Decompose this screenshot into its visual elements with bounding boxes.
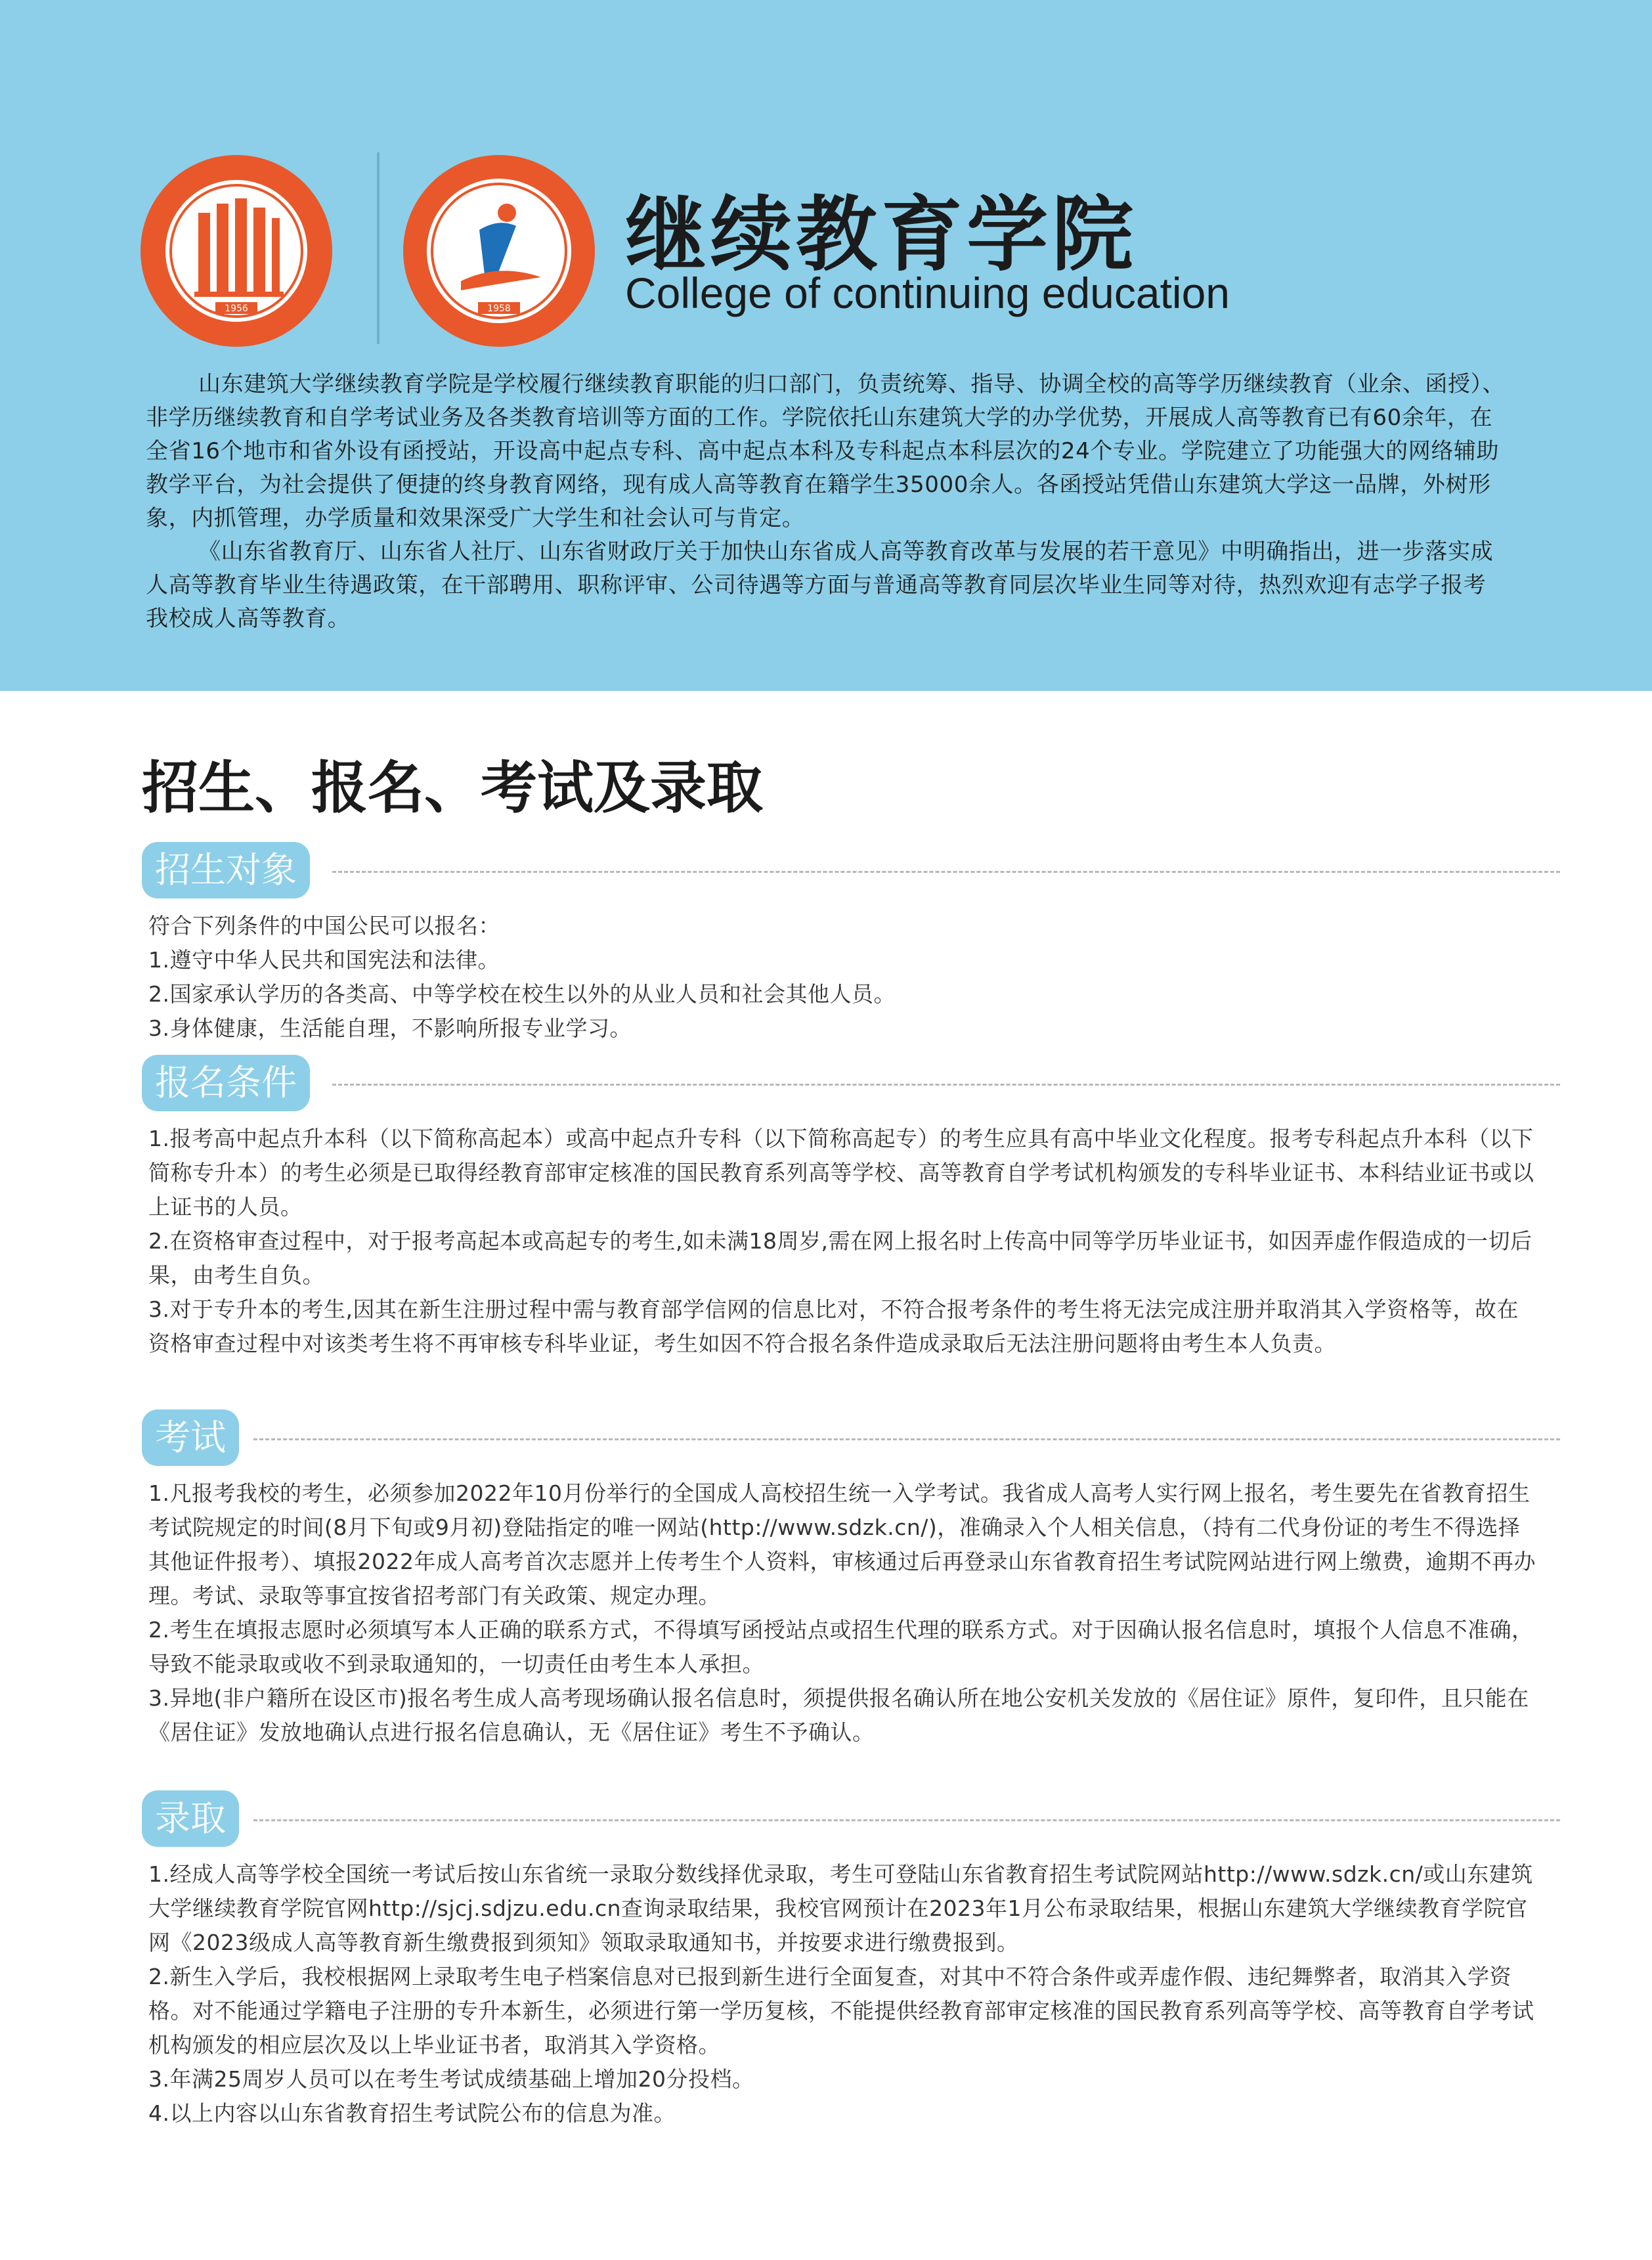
section-body [148,1122,1540,1361]
logo-divider [377,152,380,344]
paragraph: 2.考生在填报志愿时必须填写本人正确的联系方式，不得填写函授站点或招生代理的联系方式。对于因确认报名信息时，填报个人信息不准确，导致不能录取或收不到录取通知的，一切责任由考生本人承担。 [148,1617,1534,1677]
section-exam [142,1409,1560,1750]
section-requirements [142,1055,1560,1361]
svg-text:1956: 1956 [225,303,248,314]
college-title-en: College of continuing education [625,269,1230,317]
section-admission [142,1790,1560,2131]
school-logo [401,152,598,349]
paragraph: 1.经成人高等学校全国统一考试后按山东省统一录取分数线择优录取，考生可登陆山东省教育招生考试院网站http://www.sdzk.cn/或山东建筑大学继续教育学院官网http://sjcj.sdjzu.edu.cn查询录取结果，我校官网预计在2023年1月公布录取结果，根据山东建筑大学继续教育学院官网《2023级成人高等教育新生缴费报到须知》领取录取通知书，并按要求进行缴费报到。 [148,1861,1533,1955]
dashed-divider [332,1084,1560,1086]
paragraph: 2.在资格审查过程中，对于报考高起本或高起专的考生,如未满18周岁,需在网上报名时上传高中同等学历毕业证书，如因弄虚作假造成的一切后果，由考生自负。 [148,1228,1532,1288]
section-header [142,842,1560,901]
paragraph: 1.凡报考我校的考生，必须参加2022年10月份举行的全国成人高校招生统一入学考试。我省成人高考人实行网上报名，考生要先在省教育招生考试院规定的时间(8月下旬或9月初)登陆指定的唯一网站(http://www.sdzk.cn/)，准确录入个人相关信息，（持有二代身份证的考生不得选择其他证件报考）、填报2022年成人高考首次志愿并上传考生个人资料，审核通过后再登录山东省教育招生考试院网站进行网上缴费，逾期不再办理。考试、录取等事宜按省招考部门有关政策、规定办理。 [148,1480,1536,1608]
section-tag: 录取 [142,1790,239,1847]
college-title-cn: 继续教育学院 [625,187,1138,282]
section-header [142,1409,1560,1469]
intro-paragraph: 《山东省教育厅、山东省人社厅、山东省财政厅关于加快山东省成人高等教育改革与发展的若干意见》中明确指出，进一步落实成人高等教育毕业生待遇政策，在干部聘用、职称评审、公司待遇等方面与普通高等教育同层次毕业生同等对待，热烈欢迎有志学子报考我校成人高等教育。 [146,539,1494,632]
dashed-divider [253,1438,1560,1440]
section-tag: 报名条件 [142,1055,310,1111]
section-tag: 考试 [142,1409,239,1466]
university-logo [138,152,335,349]
paragraph: 3.对于专升本的考生,因其在新生注册过程中需与教育部学信网的信息比对，不符合报考条件的考生将无法完成注册并取消其入学资格等，故在资格审查过程中对该类考生将不再审核专科毕业证，考生如因不符合报名条件造成录取后无法注册问题将由考生本人负责。 [148,1296,1519,1356]
section-body [148,1857,1540,2131]
intro-text [146,368,1505,636]
paragraph: 3.异地(非户籍所在设区市)报名考生成人高考现场确认报名信息时，须提供报名确认所在地公安机关发放的《居住证》原件，复印件，且只能在《居住证》发放地确认点进行报名信息确认，无《居住证》考生不予确认。 [148,1685,1529,1745]
page-title: 招生、报名、考试及录取 [142,755,763,821]
paragraph: 1.遵守中华人民共和国宪法和法律。 [148,947,500,973]
paragraph: 2.新生入学后，我校根据网上录取考生电子档案信息对已报到新生进行全面复查，对其中不符合条件或弄虚作假、违纪舞弊者，取消其入学资格。对不能通过学籍电子注册的专升本新生，必须进行第一学历复核，不能提供经教育部审定核准的国民教育系列高等学校、高等教育自学考试机构颁发的相应层次及以上毕业证书者，取消其入学资格。 [148,1964,1534,2058]
intro-paragraph: 山东建筑大学继续教育学院是学校履行继续教育职能的归口部门，负责统筹、指导、协调全校的高等学历继续教育（业余、函授）、非学历继续教育和自学考试业务及各类教育培训等方面的工作。学院依托山东建筑大学的办学优势，开展成人高等教育已有60余年，在全省16个地市和省外设有函授站，开设高中起点专科、高中起点本科及专科起点本科层次的24个专业。学院建立了功能强大的网络辅助教学平台，为社会提供了便捷的终身教育网络，现有成人高等教育在籍学生35000余人。各函授站凭借山东建筑大学这一品牌，外树形象，内抓管理，办学质量和效果深受广大学生和社会认可与肯定。 [146,371,1505,531]
paragraph: 4.以上内容以山东省教育招生考试院公布的信息为准。 [148,2100,676,2126]
dashed-divider [253,1819,1560,1821]
section-header [142,1055,1560,1114]
paragraph: 1.报考高中起点升本科（以下简称高起本）或高中起点升专科（以下简称高起专）的考生应具有高中毕业文化程度。报考专科起点升本科（以下简称专升本）的考生必须是已取得经教育部审定核准的国民教育系列高等学校、高等教育自学考试机构颁发的专科毕业证书、本科结业证书或以上证书的人员。 [148,1126,1534,1220]
svg-text:1958: 1958 [487,303,511,314]
paragraph: 2.国家承认学历的各类高、中等学校在校生以外的从业人员和社会其他人员。 [148,981,896,1007]
section-body [148,909,1540,1046]
section-body [148,1476,1540,1750]
paragraph: 3.年满25周岁人员可以在考生考试成绩基础上增加20分投档。 [148,2066,754,2092]
section-tag: 招生对象 [142,842,310,898]
dashed-divider [332,871,1560,873]
paragraph: 3.身体健康，生活能自理，不影响所报专业学习。 [148,1015,632,1041]
section-eligibility [142,842,1560,1046]
paragraph: 符合下列条件的中国公民可以报名： [148,913,500,939]
section-header [142,1790,1560,1850]
